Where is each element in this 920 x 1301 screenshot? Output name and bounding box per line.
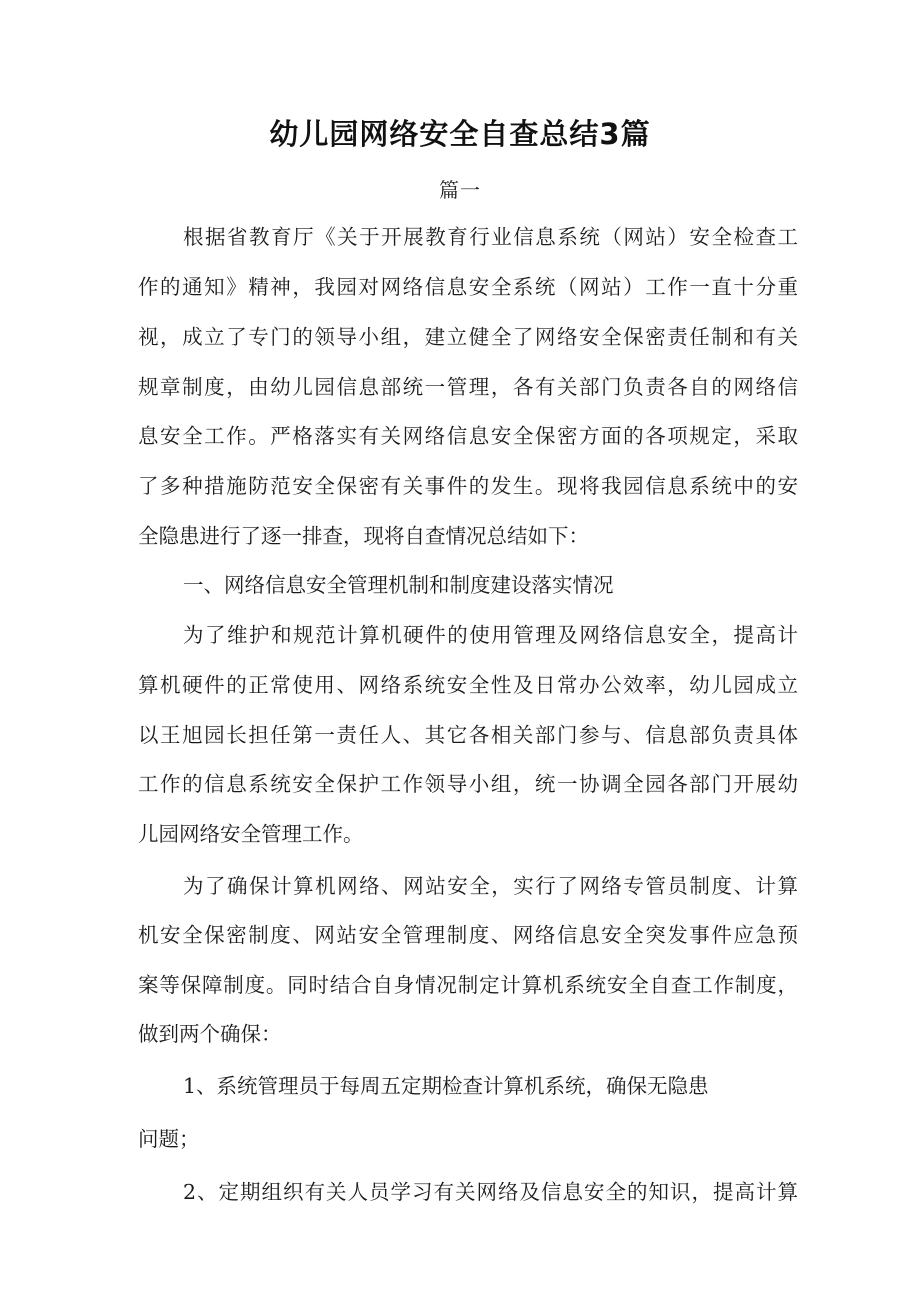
paragraph-line: 机安全保密制度、网站安全管理制度、网络信息安全突发事件应急预 [138, 923, 798, 947]
paragraph-line: 为了确保计算机网络、网站安全，实行了网络专管员制度、计算 [183, 874, 798, 898]
paragraph-line: 以王旭园长担任第一责任人、其它各相关部门参与、信息部负责具体 [138, 723, 798, 747]
paragraph-line: 息安全工作。严格落实有关网络信息安全保密方面的各项规定，采取 [138, 424, 798, 448]
part-label: 篇一 [439, 178, 481, 202]
paragraph-line: 作的通知》精神，我园对网络信息安全系统（网站）工作一直十分重 [138, 275, 798, 299]
paragraph-line: 规章制度，由幼儿园信息部统一管理，各有关部门负责各自的网络信 [138, 375, 798, 399]
list-item-line: 1、系统管理员于每周五定期检查计算机系统，确保无隐患 [183, 1074, 709, 1098]
list-item-line: 2、定期组织有关人员学习有关网络及信息安全的知识，提高计算 [183, 1180, 798, 1204]
document-title: 幼儿园网络安全自查总结3篇 [269, 117, 651, 151]
paragraph-line: 根据省教育厅《关于开展教育行业信息系统（网站）安全检查工 [183, 225, 798, 249]
section-heading: 一、网络信息安全管理机制和制度建设落实情况 [183, 573, 614, 597]
paragraph-line: 算机硬件的正常使用、网络系统安全性及日常办公效率，幼儿园成立 [138, 673, 798, 697]
paragraph-line: 视，成立了专门的领导小组，建立健全了网络安全保密责任制和有关 [138, 325, 798, 349]
paragraph-line: 了多种措施防范安全保密有关事件的发生。现将我园信息系统中的安 [138, 474, 798, 498]
list-item-line: 问题； [138, 1127, 200, 1151]
paragraph-line: 为了维护和规范计算机硬件的使用管理及网络信息安全，提高计 [183, 623, 798, 647]
paragraph-line: 案等保障制度。同时结合自身情况制定计算机系统安全自查工作制度， [138, 973, 798, 997]
paragraph-line: 做到两个确保： [138, 1022, 282, 1046]
paragraph-line: 全隐患进行了逐一排查，现将自查情况总结如下： [138, 524, 589, 548]
paragraph-line: 儿园网络安全管理工作。 [138, 822, 364, 846]
paragraph-line: 工作的信息系统安全保护工作领导小组，统一协调全园各部门开展幼 [138, 772, 798, 796]
